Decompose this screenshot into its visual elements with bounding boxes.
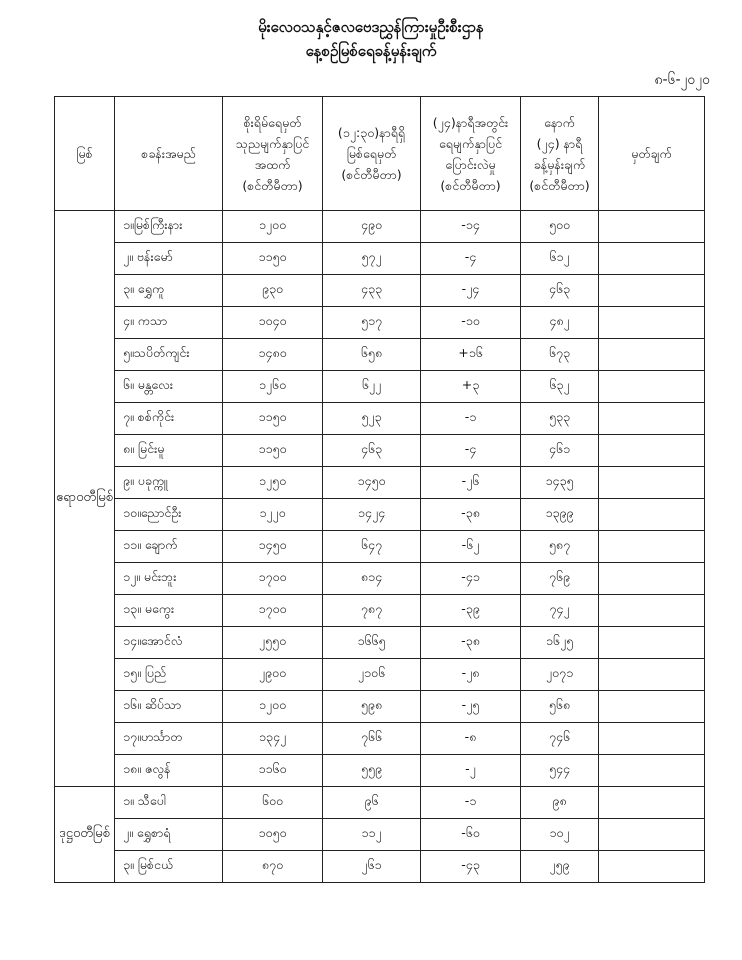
table-row	[55, 307, 705, 339]
station-name-cell: ၁၇။ဟင်္သာတ	[115, 723, 223, 755]
table-row	[55, 627, 705, 659]
current-level-cell: ၁၁၂	[323, 819, 421, 851]
forecast-cell: ၂၀၇၁	[521, 659, 599, 691]
forecast-cell: ၅၈၇	[521, 531, 599, 563]
forecast-cell: ၄၆၁	[521, 435, 599, 467]
station-name-cell: ၈။ မြင်းမူ	[115, 435, 223, 467]
change-cell: -၄	[421, 243, 521, 275]
danger-level-cell: ၉၃၀	[223, 275, 323, 307]
change-cell: -၂၄	[421, 275, 521, 307]
station-name-cell: ၅။သပိတ်ကျင်း	[115, 339, 223, 371]
remark-cell	[599, 371, 705, 403]
station-name-cell: ၁၆။ ဆိပ်သာ	[115, 691, 223, 723]
remark-cell	[599, 243, 705, 275]
danger-level-cell: ၁၂၂၀	[223, 499, 323, 531]
remark-cell	[599, 499, 705, 531]
table-row	[55, 275, 705, 307]
table-row	[55, 371, 705, 403]
change-cell: -၄၁	[421, 563, 521, 595]
station-name-cell: ၇။ စစ်ကိုင်း	[115, 403, 223, 435]
change-cell: -၂၆	[421, 467, 521, 499]
current-level-cell: ၄၃၃	[323, 275, 421, 307]
river-name-cell: ဧရာဝတီမြစ်	[55, 211, 115, 787]
danger-level-cell: ၂၉၀၀	[223, 659, 323, 691]
current-level-cell: ၅၉၈	[323, 691, 421, 723]
table-row	[55, 531, 705, 563]
change-cell: -၁	[421, 787, 521, 819]
station-name-cell: ၁၄။အောင်လံ	[115, 627, 223, 659]
station-name-cell: ၃။ မြစ်ငယ်	[115, 851, 223, 883]
change-cell: -၂၅	[421, 691, 521, 723]
forecast-cell: ၆၃၂	[521, 371, 599, 403]
danger-level-cell: ၁၂၀၀	[223, 691, 323, 723]
forecast-cell: ၁၀၂	[521, 819, 599, 851]
current-level-cell: ၄၉၀	[323, 211, 421, 243]
table-row	[55, 243, 705, 275]
station-name-cell: ၉။ ပခုက္ကူ	[115, 467, 223, 499]
change-cell: -၃၉	[421, 595, 521, 627]
change-cell: -၄	[421, 435, 521, 467]
station-name-cell: ၁၈။ ဇလွန်	[115, 755, 223, 787]
station-name-cell: ၃။ ရွှေကူ	[115, 275, 223, 307]
station-name-cell: ၄။ ကသာ	[115, 307, 223, 339]
remark-cell	[599, 435, 705, 467]
forecast-cell: ၂၅၉	[521, 851, 599, 883]
danger-level-cell: ၁၀၄၀	[223, 307, 323, 339]
change-cell: -၁၄	[421, 211, 521, 243]
station-name-cell: ၁၁။ ချောက်	[115, 531, 223, 563]
change-cell: -၂၈	[421, 659, 521, 691]
column-header-forecast: နောက် (၂၄) နာရီ ခန့်မှန်းချက် (စင်တီမီတာ)	[521, 97, 599, 211]
column-header-danger-level: စိုးရိမ်ရေမှတ် သုညမျက်နှာပြင် အထက် (စင်တီမီတာ)	[223, 97, 323, 211]
forecast-cell: ၇၄၂	[521, 595, 599, 627]
change-cell: -၁	[421, 403, 521, 435]
forecast-cell: ၄၆၃	[521, 275, 599, 307]
remark-cell	[599, 787, 705, 819]
danger-level-cell: ၁၂၀၀	[223, 211, 323, 243]
danger-level-cell: ၆၀၀	[223, 787, 323, 819]
change-cell: -၈	[421, 723, 521, 755]
forecast-cell: ၇၆၉	[521, 563, 599, 595]
danger-level-cell: ၁၄၈၀	[223, 339, 323, 371]
table-row	[55, 211, 705, 243]
current-level-cell: ၁၄၂၄	[323, 499, 421, 531]
remark-cell	[599, 563, 705, 595]
station-name-cell: ၁၅။ ပြည်	[115, 659, 223, 691]
column-header-current-level: (၁၂:၃၀)နာရီရှိ မြစ်ရေမှတ် (စင်တီမီတာ)	[323, 97, 421, 211]
forecast-cell: ၄၈၂	[521, 307, 599, 339]
change-cell: +၁၆	[421, 339, 521, 371]
remark-cell	[599, 595, 705, 627]
current-level-cell: ၅၂၃	[323, 403, 421, 435]
danger-level-cell: ၁၄၅၀	[223, 531, 323, 563]
remark-cell	[599, 691, 705, 723]
forecast-cell: ၅၄၄	[521, 755, 599, 787]
table-row	[55, 403, 705, 435]
remark-cell	[599, 467, 705, 499]
change-cell: -၄၃	[421, 851, 521, 883]
station-name-cell: ၁။ သီပေါ	[115, 787, 223, 819]
page-title: မိုးလေဝသနှင့်ဇလဗေဒညွှန်ကြားမှုဦးစီးဌာန	[258, 18, 484, 36]
current-level-cell: ၇၆၆	[323, 723, 421, 755]
station-name-cell: ၁၂။ မင်းဘူး	[115, 563, 223, 595]
change-cell: -၁၀	[421, 307, 521, 339]
remark-cell	[599, 723, 705, 755]
river-forecast-table	[54, 96, 705, 883]
danger-level-cell: ၈၇၀	[223, 851, 323, 883]
forecast-cell: ၁၄၃၅	[521, 467, 599, 499]
current-level-cell: ၆၂၂	[323, 371, 421, 403]
table-row	[55, 755, 705, 787]
danger-level-cell: ၁၂၅၀	[223, 467, 323, 499]
current-level-cell: ၄၆၃	[323, 435, 421, 467]
table-row	[55, 339, 705, 371]
station-name-cell: ၆။ မန္တလေး	[115, 371, 223, 403]
current-level-cell: ၉၆	[323, 787, 421, 819]
table-body	[55, 211, 705, 883]
current-level-cell: ၁၆၆၅	[323, 627, 421, 659]
change-cell: -၆၀	[421, 819, 521, 851]
change-cell: -၃၈	[421, 499, 521, 531]
forecast-cell: ၆၇၃	[521, 339, 599, 371]
forecast-cell: ၇၄၆	[521, 723, 599, 755]
current-level-cell: ၁၄၅၀	[323, 467, 421, 499]
danger-level-cell: ၁၀၅၀	[223, 819, 323, 851]
current-level-cell: ၅၅၉	[323, 755, 421, 787]
remark-cell	[599, 659, 705, 691]
page-subtitle: နေ့စဉ်မြစ်ရေခန့်မှန်းချက်	[305, 42, 437, 60]
remark-cell	[599, 851, 705, 883]
forecast-cell: ၆၁၂	[521, 243, 599, 275]
remark-cell	[599, 307, 705, 339]
table-row	[55, 435, 705, 467]
danger-level-cell: ၁၂၆၀	[223, 371, 323, 403]
forecast-cell: ၅၆၈	[521, 691, 599, 723]
current-level-cell: ၆၄၇	[323, 531, 421, 563]
remark-cell	[599, 531, 705, 563]
current-level-cell: ၈၁၄	[323, 563, 421, 595]
table-row	[55, 563, 705, 595]
station-name-cell: ၁၃။ မကွေး	[115, 595, 223, 627]
table-row	[55, 691, 705, 723]
current-level-cell: ၂၆၁	[323, 851, 421, 883]
station-name-cell: ၁၀။ညောင်ဦး	[115, 499, 223, 531]
station-name-cell: ၂။ ဗန်းမော်	[115, 243, 223, 275]
forecast-cell: ၁၆၂၅	[521, 627, 599, 659]
danger-level-cell: ၂၅၅၀	[223, 627, 323, 659]
forecast-cell: ၁၃၉၉	[521, 499, 599, 531]
column-header-24h-change: (၂၄)နာရီအတွင်း ရေမျက်နှာပြင် ပြောင်းလဲမှု (စင်တီမီတာ)	[421, 97, 521, 211]
table-row	[55, 659, 705, 691]
danger-level-cell: ၁၁၅၀	[223, 403, 323, 435]
column-header-remarks: မှတ်ချက်	[599, 97, 705, 211]
current-level-cell: ၆၅၈	[323, 339, 421, 371]
forecast-cell: ၅၃၃	[521, 403, 599, 435]
table-row	[55, 467, 705, 499]
table-row	[55, 499, 705, 531]
remark-cell	[599, 819, 705, 851]
station-name-cell: ၂။ ရွှေစာရံ	[115, 819, 223, 851]
danger-level-cell: ၁၁၆၀	[223, 755, 323, 787]
remark-cell	[599, 755, 705, 787]
column-header-station: စခန်းအမည်	[115, 97, 223, 211]
station-name-cell: ၁။မြစ်ကြီးနား	[115, 211, 223, 243]
danger-level-cell: ၁၇၀၀	[223, 595, 323, 627]
table-row	[55, 723, 705, 755]
table-row	[55, 851, 705, 883]
current-level-cell: ၅၇၂	[323, 243, 421, 275]
current-level-cell: ၂၁၀၆	[323, 659, 421, 691]
river-name-cell: ဒုဋ္ဌဝတီမြစ်	[55, 787, 115, 883]
table-header-row	[55, 97, 705, 211]
current-level-cell: ၇၈၇	[323, 595, 421, 627]
danger-level-cell: ၁၇၀၀	[223, 563, 323, 595]
danger-level-cell: ၁၁၅၀	[223, 243, 323, 275]
column-header-river: မြစ်	[55, 97, 115, 211]
change-cell: +၃	[421, 371, 521, 403]
danger-level-cell: ၁၁၅၀	[223, 435, 323, 467]
remark-cell	[599, 627, 705, 659]
table-row	[55, 787, 705, 819]
remark-cell	[599, 275, 705, 307]
change-cell: -၂	[421, 755, 521, 787]
forecast-cell: ၅၀၀	[521, 211, 599, 243]
report-date: ၈-၆-၂၀၂၀	[654, 72, 710, 88]
forecast-cell: ၉၈	[521, 787, 599, 819]
table-row	[55, 595, 705, 627]
current-level-cell: ၅၁၇	[323, 307, 421, 339]
remark-cell	[599, 211, 705, 243]
table-row	[55, 819, 705, 851]
danger-level-cell: ၁၃၄၂	[223, 723, 323, 755]
change-cell: -၃၈	[421, 627, 521, 659]
remark-cell	[599, 339, 705, 371]
remark-cell	[599, 403, 705, 435]
change-cell: -၆၂	[421, 531, 521, 563]
